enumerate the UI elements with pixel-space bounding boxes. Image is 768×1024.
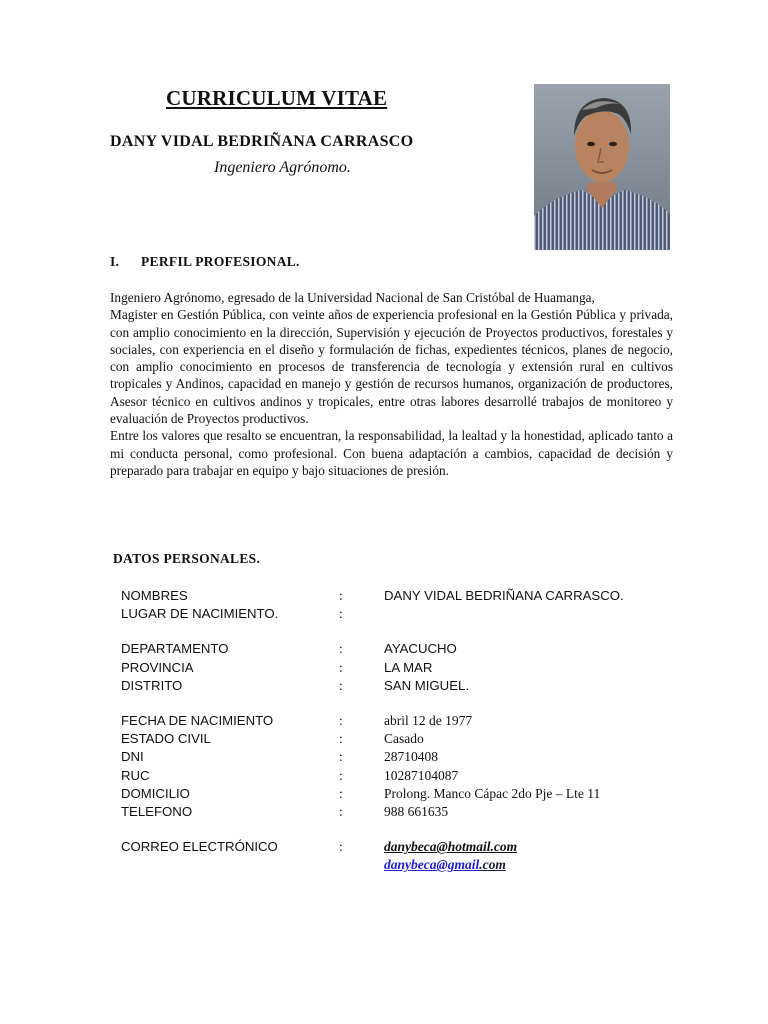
email-link-gmail[interactable]	[384, 856, 506, 874]
profile-paragraph-2: Magister en Gestión Pública, con veinte años de experiencia profesional en la Gestión Pública y privada, con amplio conocimiento en la dirección, Supervisión y ejecución de Proyectos productivos, forestales y sociales, con experiencia en el diseño y formulación de fichas, expedientes técnicos, planes de negocio, con amplio conocimiento en procesos de transferencia de tecnología y extensión rural en cultivos tropicales y Andinos, capacidad en manejo y gestión de recursos humanos, organización de productores, Asesor técnico en cultivos andinos y tropicales, entre otras labores desarrollé trabajos de monitoreo y evaluación de Proyectos productivos.	[110, 307, 673, 427]
candidate-name: DANY VIDAL BEDRIÑANA CARRASCO	[110, 133, 414, 150]
value-provincia: LA MAR	[384, 659, 433, 675]
profile-paragraph-3: Entre los valores que resalto se encuentran, la responsabilidad, la lealtad y la honestidad, aplicado tanto a mi conducta personal, como profesional. Con buena adaptación a cambios, capacidad de decisión y preparado para trabajar en equipo y bajo situaciones de presión.	[110, 428, 673, 478]
value-departamento: AYACUCHO	[384, 641, 457, 657]
label-departamento: DEPARTAMENTO	[121, 641, 229, 657]
profile-heading-number: I.	[110, 254, 120, 269]
candidate-profession: Ingeniero Agrónomo.	[214, 159, 351, 176]
value-estado-civil: Casado	[384, 731, 424, 747]
colon: :	[339, 785, 343, 801]
label-telefono: TELEFONO	[121, 803, 193, 819]
value-nombres: DANY VIDAL BEDRIÑANA CARRASCO.	[384, 588, 624, 603]
personal-data-heading: DATOS PERSONALES.	[113, 551, 261, 566]
colon: :	[339, 749, 343, 765]
colon: :	[339, 606, 343, 622]
value-fecha-nacimiento: abril 12 de 1977	[384, 712, 473, 728]
label-fecha-nacimiento: FECHA DE NACIMIENTO	[121, 712, 274, 728]
label-domicilio: DOMICILIO	[121, 785, 190, 801]
label-estado-civil: ESTADO CIVIL	[121, 731, 211, 747]
colon: :	[339, 712, 343, 728]
email-gmail-prefix[interactable]: danybeca@gmail	[384, 857, 480, 873]
colon: :	[339, 677, 343, 693]
cv-title: CURRICULUM VITAE	[166, 86, 388, 110]
profile-photo	[534, 84, 670, 250]
label-lugar-nacimiento: LUGAR DE NACIMIENTO.	[121, 606, 279, 622]
colon: :	[339, 641, 343, 657]
colon: :	[339, 803, 343, 819]
label-ruc: RUC	[121, 767, 150, 783]
colon: :	[339, 588, 343, 603]
value-distrito: SAN MIGUEL.	[384, 677, 470, 693]
label-provincia: PROVINCIA	[121, 659, 194, 675]
colon: :	[339, 659, 343, 675]
profile-paragraph-1: Ingeniero Agrónomo, egresado de la Universidad Nacional de San Cristóbal de Huamanga,	[110, 290, 595, 305]
label-correo: CORREO ELECTRÓNICO	[121, 839, 278, 855]
value-telefono: 988 661635	[384, 803, 449, 819]
colon: :	[339, 731, 343, 747]
value-domicilio: Prolong. Manco Cápac 2do Pje – Lte 11	[384, 785, 601, 801]
label-dni: DNI	[121, 749, 144, 765]
profile-heading	[110, 254, 300, 270]
profile-summary	[110, 289, 673, 479]
value-dni: 28710408	[384, 749, 438, 765]
colon: :	[339, 767, 343, 783]
profile-heading-text: PERFIL PROFESIONAL.	[141, 254, 300, 269]
colon: :	[339, 839, 343, 855]
label-distrito: DISTRITO	[121, 677, 183, 693]
email-gmail-suffix: .com	[479, 857, 506, 873]
email-link-hotmail[interactable]: danybeca@hotmail.com	[384, 839, 518, 855]
value-ruc: 10287104087	[384, 767, 459, 783]
label-nombres: NOMBRES	[121, 588, 188, 603]
